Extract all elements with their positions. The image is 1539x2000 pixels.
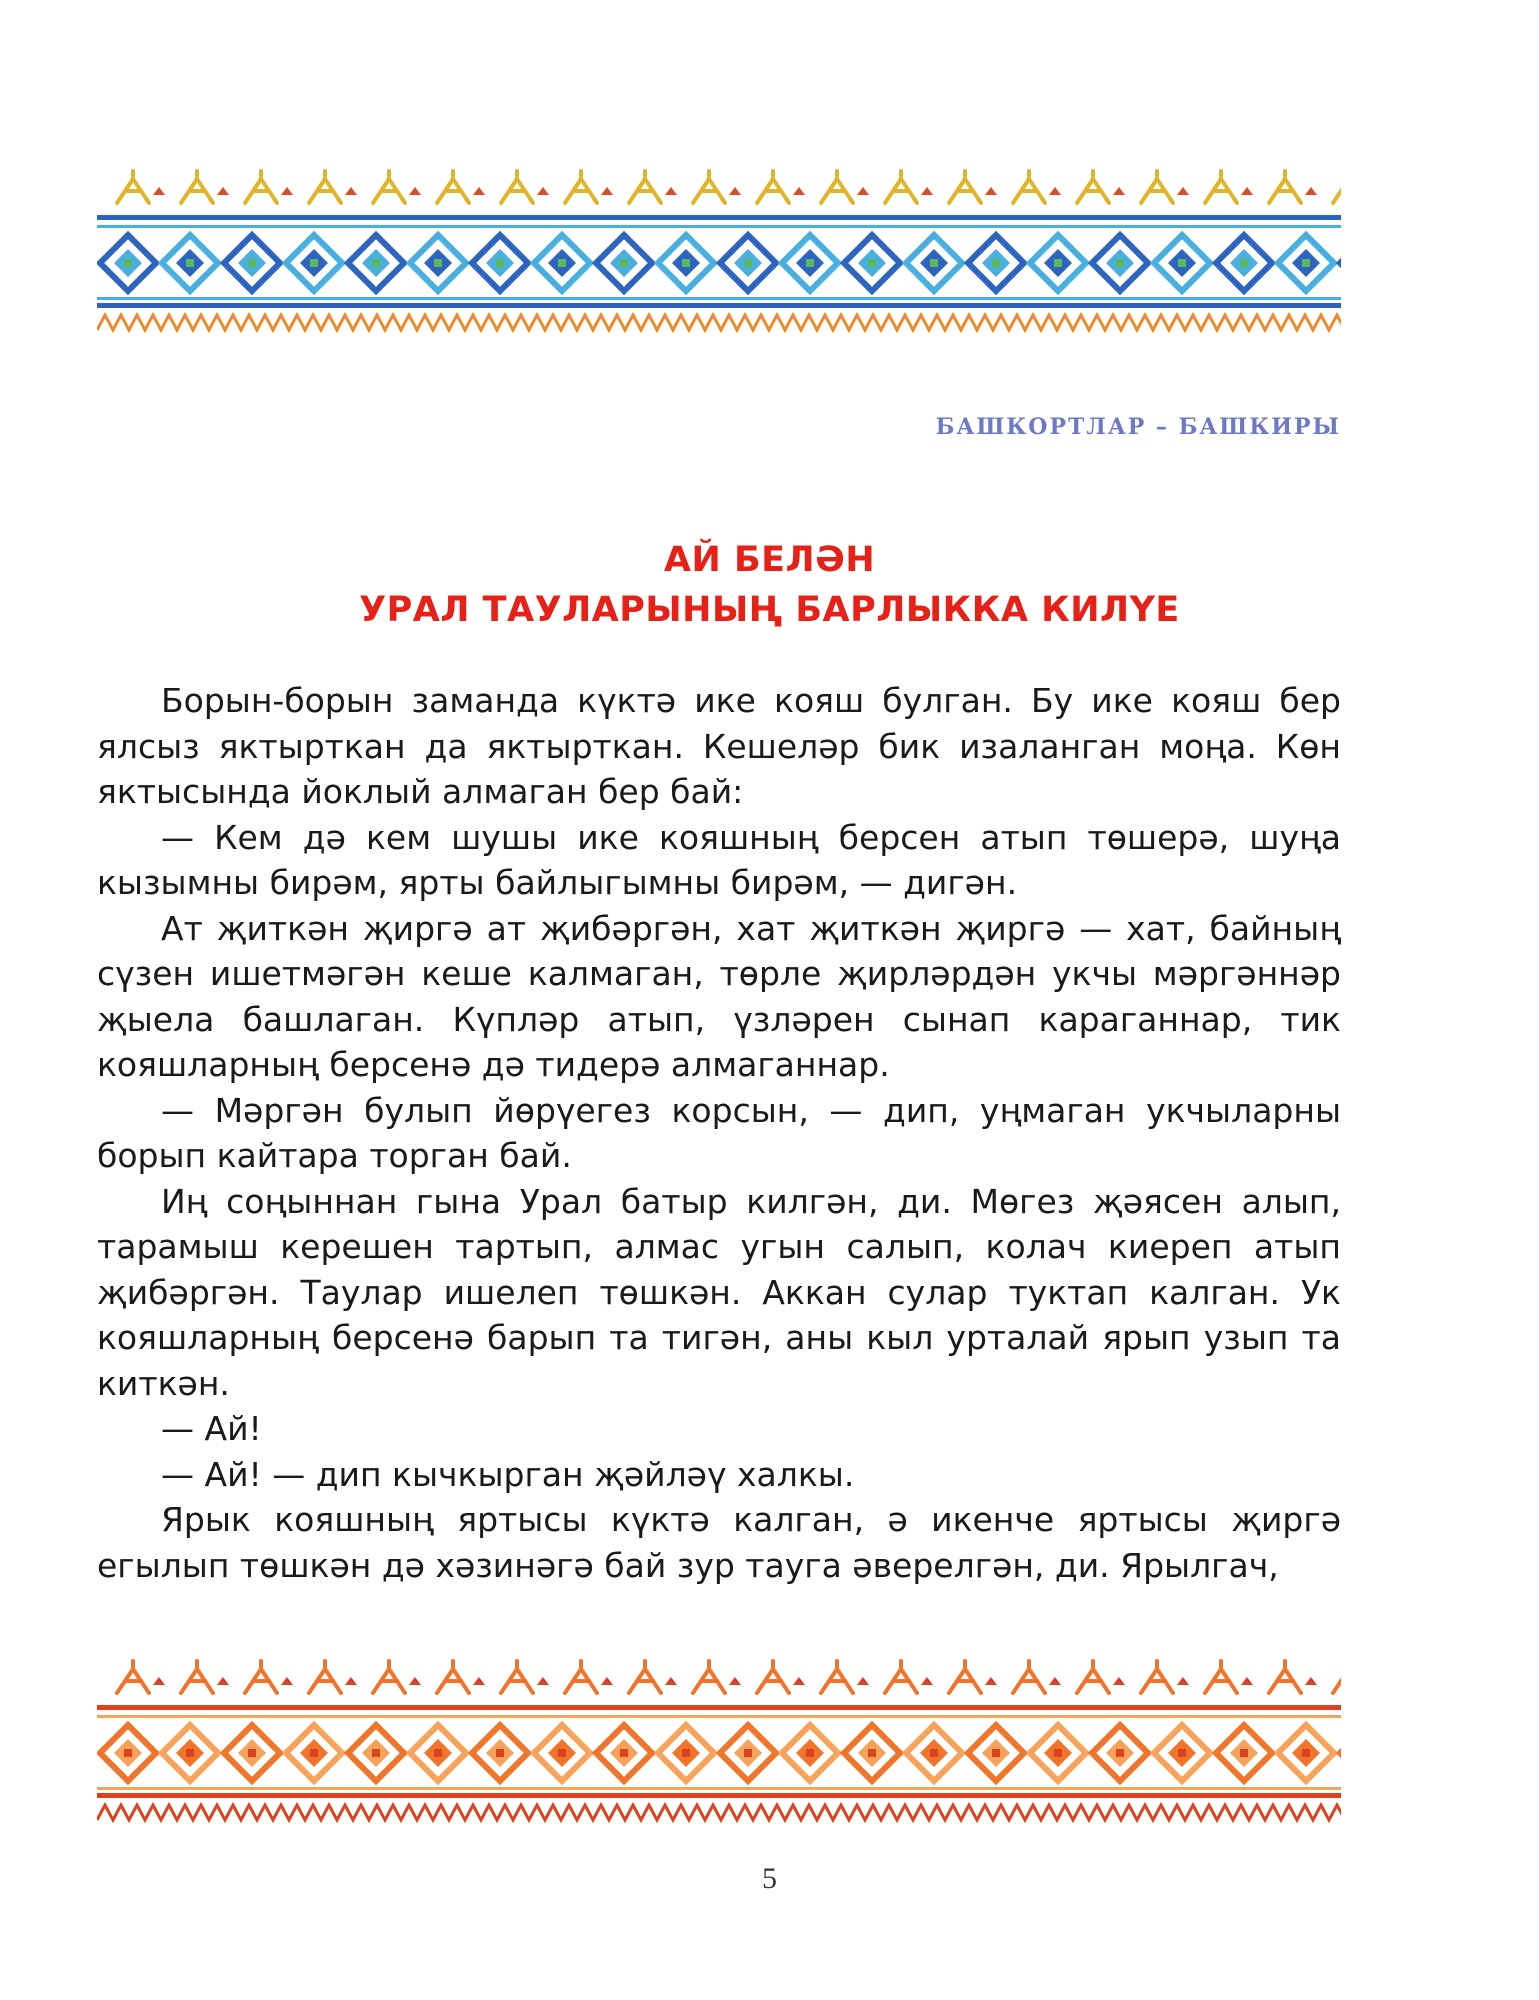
bottom-ornament-band — [97, 1655, 1341, 1830]
paragraph: Ат җиткән җиргә ат җибәргән, хат җиткән җиргә — хат, байның сүзен ишетмәгән кеше калмаган, төрле җирләрдән укчы мәргәннәр җыела башлаган. Күпләр атып, үзләрен сынап караганнар, тик кояшларның берсенә дә тидерә алмаганнар. — [97, 908, 1341, 1084]
title-line-2: УРАЛ ТАУЛАРЫНЫҢ БАРЛЫККА КИЛҮЕ — [359, 590, 1180, 630]
blue-ornament-pattern — [97, 171, 1341, 330]
story-body — [97, 678, 1341, 1588]
story-title — [0, 535, 1539, 635]
paragraph: — Ай! — [161, 1409, 262, 1448]
page-number: 5 — [762, 1862, 777, 1895]
section-label: БАШКОРТЛАР – БАШКИРЫ — [935, 414, 1341, 440]
paragraph: Ярык кояшның яртысы күктә калган, ә икенче яртысы җиргә егылып төшкән дә хәзинәгә бай зур тауга әверелгән, ди. Ярылгач, — [97, 1500, 1341, 1585]
orange-ornament-pattern — [97, 1661, 1341, 1820]
paragraph: — Кем дә кем шушы ике кояшның берсен атып төшерә, шуңа кызымны бирәм, ярты байлыгымны бирәм, — дигән. — [97, 817, 1341, 902]
top-ornament-band — [97, 165, 1341, 343]
paragraph: — Мәргән булып йөрүегез корсын, — дип, уңмаган укчыларны борып кайтара торган бай. — [97, 1090, 1341, 1175]
paragraph: Иң соңыннан гына Урал батыр килгән, ди. Мөгез җәясен алып, тарамыш керешен тартып, алмас угын салып, колач киереп атып җибәргән. Таулар ишелеп төшкән. Аккан сулар туктап калган. Ук кояшларның берсенә барып та тигән, аны кыл урталай ярып узып та киткән. — [97, 1181, 1341, 1403]
title-line-1: АЙ БЕЛӘН — [663, 540, 876, 580]
paragraph: Борын-борын заманда күктә ике кояш булган. Бу ике кояш бер ялсыз яктырткан да яктырткан. Кешеләр бик изаланган моңа. Көн яктысында йоклый алмаган бер бай: — [97, 681, 1341, 811]
paragraph: — Ай! — дип кычкырган җәйләү халкы. — [161, 1454, 855, 1494]
